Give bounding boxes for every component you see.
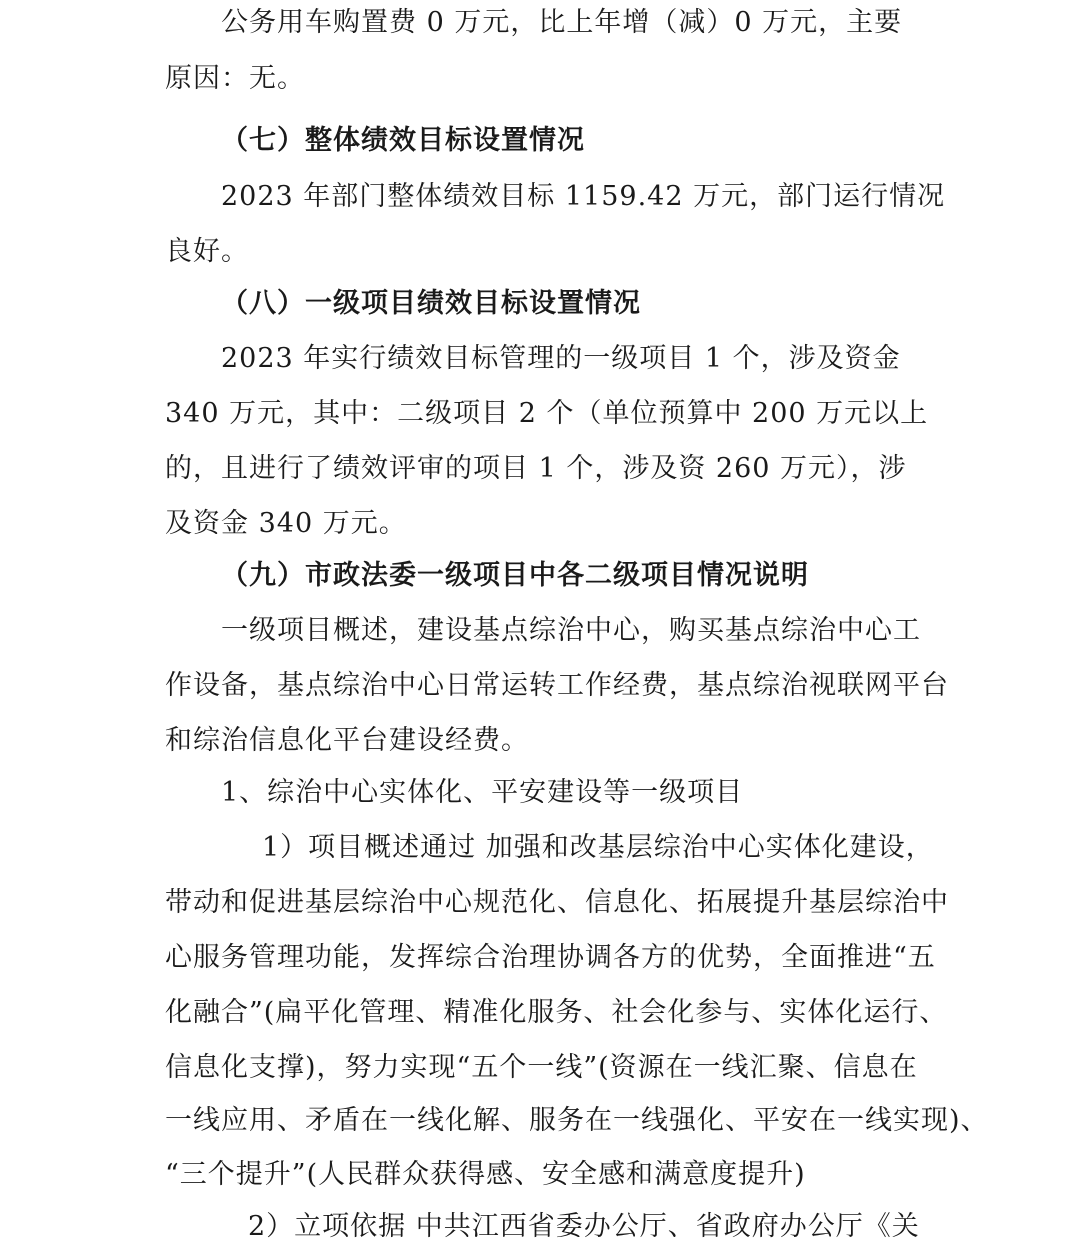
section-heading-7: （七）整体绩效目标设置情况 (221, 125, 585, 156)
paragraph-line: 带动和促进基层综治中心规范化、信息化、拓展提升基层综治中 (165, 887, 949, 918)
paragraph-line: 良好。 (165, 236, 249, 267)
paragraph-line: 心服务管理功能，发挥综合治理协调各方的优势，全面推进“五 (165, 942, 936, 973)
paragraph-line: 作设备，基点综治中心日常运转工作经费，基点综治视联网平台 (165, 670, 949, 701)
paragraph-line: 340 万元，其中：二级项目 2 个（单位预算中 200 万元以上 (165, 398, 929, 429)
paragraph-line: 及资金 340 万元。 (165, 508, 407, 539)
paragraph-line: 一级项目概述，建设基点综治中心，购买基点综治中心工 (221, 615, 921, 646)
paragraph-line: 2023 年部门整体绩效目标 1159.42 万元，部门运行情况 (221, 181, 946, 212)
paragraph-line: 1）项目概述通过 加强和改基层综治中心实体化建设， (262, 832, 934, 863)
section-heading-8: （八）一级项目绩效目标设置情况 (221, 288, 641, 319)
paragraph-line: 公务用车购置费 0 万元，比上年增（减）0 万元，主要 (221, 7, 903, 38)
paragraph-line: “三个提升”(人民群众获得感、安全感和满意度提升) (165, 1159, 806, 1190)
paragraph-line: 和综治信息化平台建设经费。 (165, 725, 529, 756)
paragraph-line: 原因：无。 (165, 63, 305, 94)
paragraph-line: 2）立项依据 中共江西省委办公厅、省政府办公厅《关 (248, 1211, 920, 1242)
paragraph-line: 一线应用、矛盾在一线化解、服务在一线强化、平安在一线实现)、 (165, 1105, 989, 1136)
paragraph-line: 2023 年实行绩效目标管理的一级项目 1 个，涉及资金 (221, 343, 901, 374)
paragraph-line: 的，且进行了绩效评审的项目 1 个，涉及资 260 万元），涉 (165, 453, 907, 484)
paragraph-line: 化融合”(扁平化管理、精准化服务、社会化参与、实体化运行、 (165, 997, 948, 1028)
list-item-heading: 1、综治中心实体化、平安建设等一级项目 (221, 777, 744, 808)
paragraph-line: 信息化支撑)，努力实现“五个一线”(资源在一线汇聚、信息在 (165, 1052, 918, 1083)
section-heading-9: （九）市政法委一级项目中各二级项目情况说明 (221, 560, 809, 591)
